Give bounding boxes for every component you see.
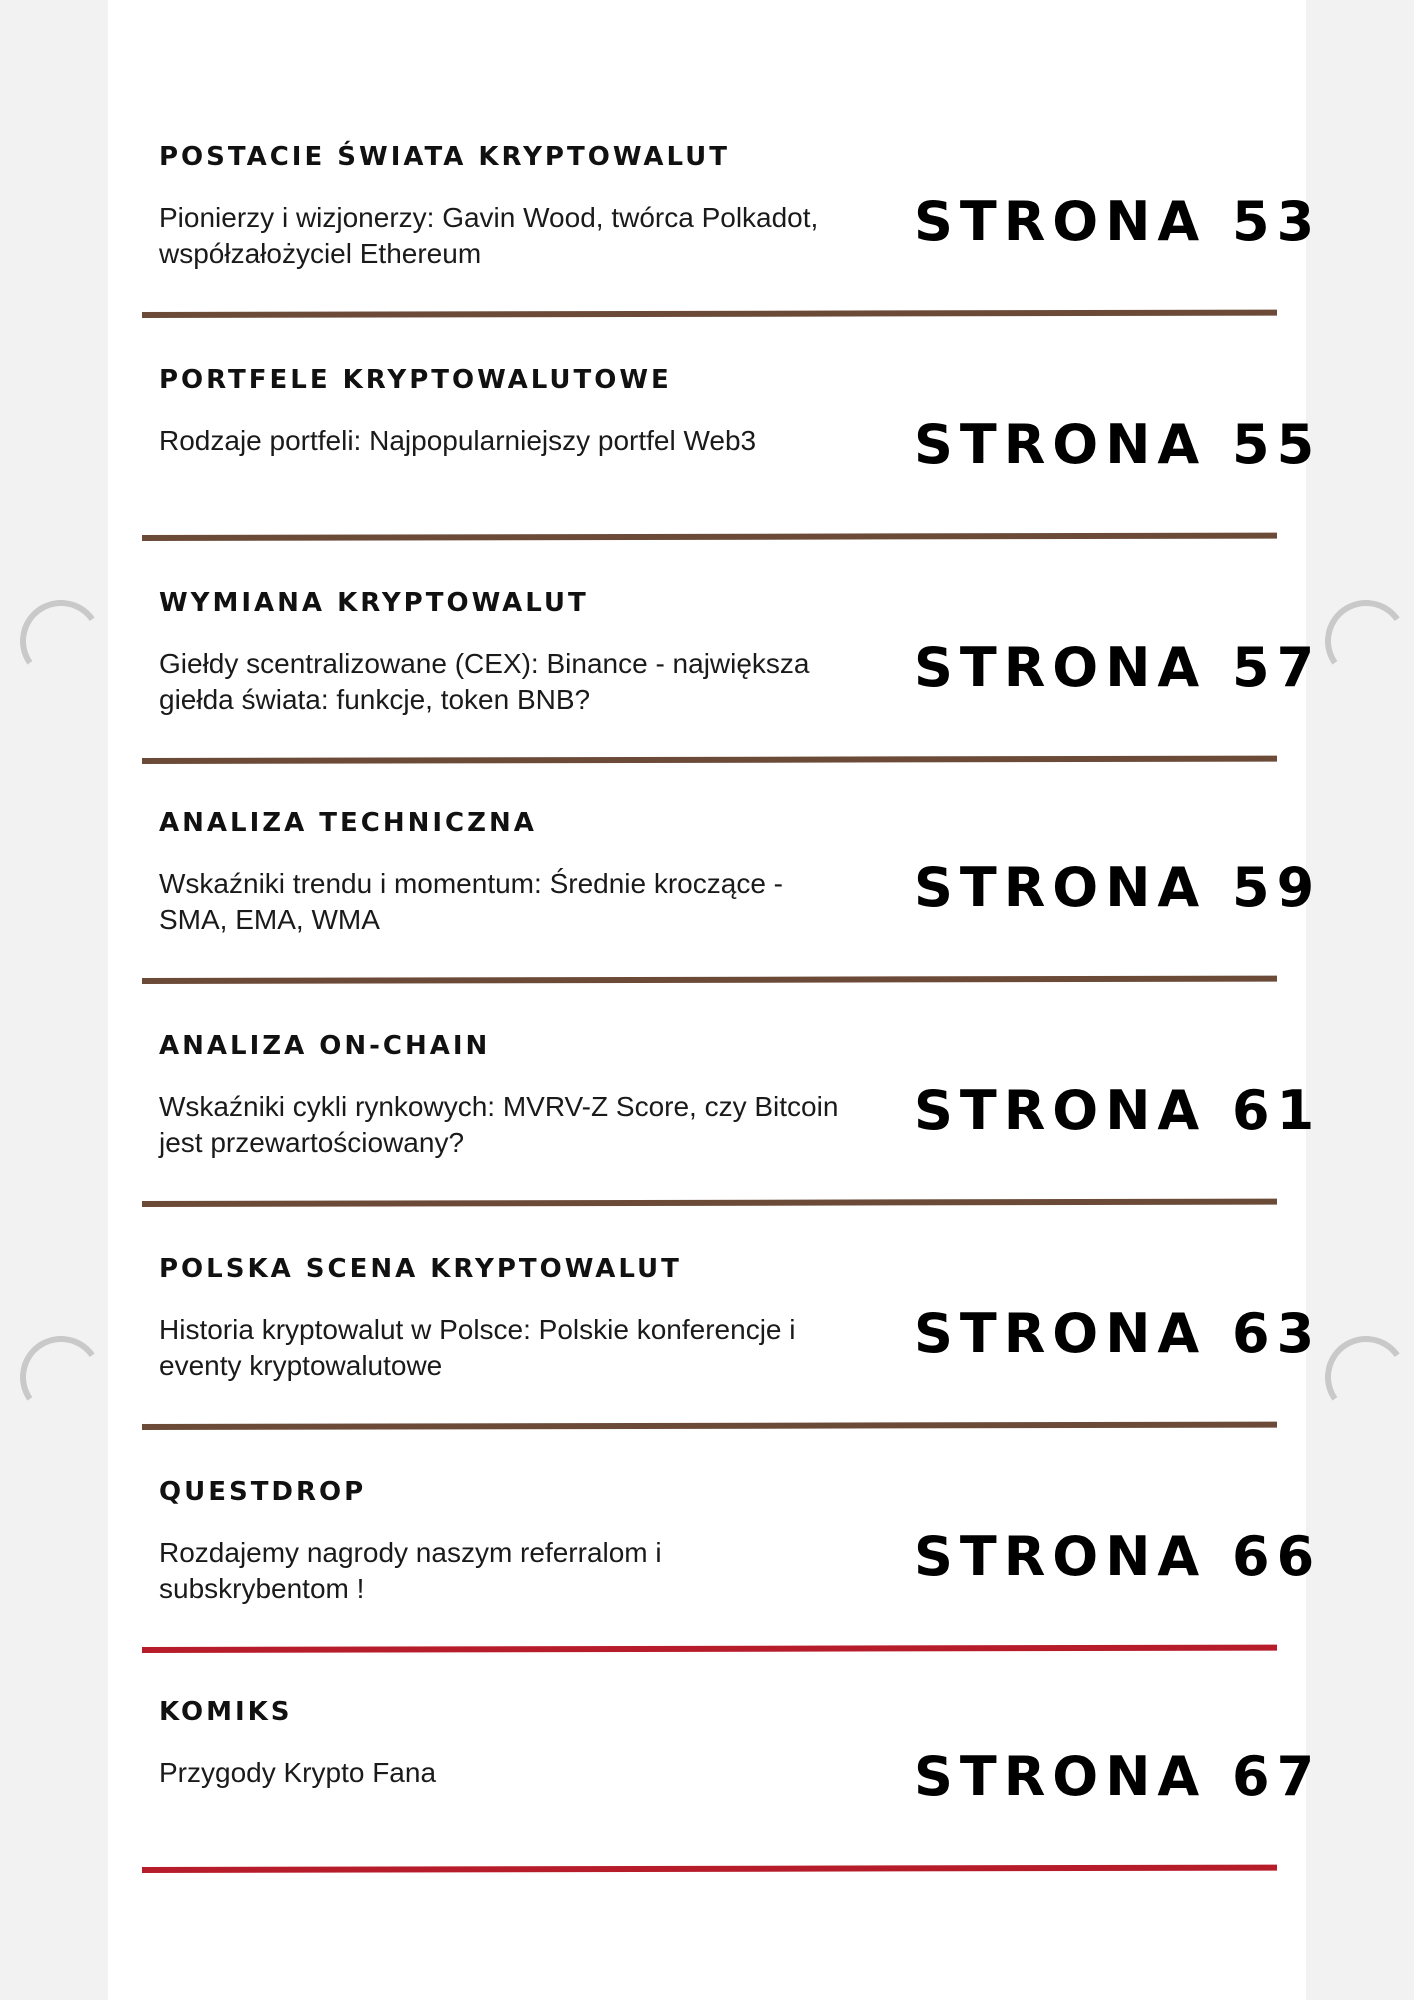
binder-ring-icon: [14, 1330, 109, 1425]
toc-entry-wymiana[interactable]: [142, 588, 1322, 812]
toc-entry-questdrop[interactable]: [142, 1477, 1322, 1701]
section-heading: ANALIZA TECHNICZNA: [159, 808, 537, 838]
page-reference[interactable]: STRONA 61: [914, 1079, 1322, 1142]
divider-rule: [142, 756, 1277, 764]
section-heading: WYMIANA KRYPTOWALUT: [159, 588, 589, 618]
toc-entry-komiks[interactable]: [142, 1697, 1322, 1921]
section-description: Historia kryptowalut w Polsce: Polskie konferencje i eventy kryptowalutowe: [159, 1314, 796, 1381]
section-description: Wskaźniki cykli rynkowych: MVRV-Z Score, czy Bitcoin jest przewartościowany?: [159, 1091, 839, 1158]
binder-ring-icon: [1319, 1330, 1414, 1425]
section-description: Przygody Krypto Fana: [159, 1757, 437, 1788]
divider-rule: [142, 1865, 1277, 1873]
binder-ring-icon: [14, 594, 109, 689]
divider-rule: [142, 1422, 1277, 1430]
section-heading: QUESTDROP: [159, 1477, 367, 1507]
section-description: Rozdajemy nagrody naszym referralom i subskrybentom !: [159, 1537, 662, 1604]
page-reference[interactable]: STRONA 66: [914, 1525, 1322, 1588]
toc-entry-portfele[interactable]: [142, 365, 1322, 589]
section-heading: POSTACIE ŚWIATA KRYPTOWALUT: [159, 142, 730, 172]
divider-rule: [142, 976, 1277, 984]
divider-rule: [142, 1199, 1277, 1207]
page-reference[interactable]: STRONA 55: [914, 413, 1322, 476]
divider-rule: [142, 533, 1277, 541]
section-heading: PORTFELE KRYPTOWALUTOWE: [159, 365, 672, 395]
section-description: Pionierzy i wizjonerzy: Gavin Wood, twórca Polkadot, współzałożyciel Ethereum: [159, 202, 819, 269]
page-reference[interactable]: STRONA 63: [914, 1302, 1322, 1365]
divider-rule: [142, 310, 1277, 318]
section-description: Rodzaje portfeli: Najpopularniejszy portfel Web3: [159, 425, 757, 456]
section-heading: ANALIZA ON-CHAIN: [159, 1031, 491, 1061]
section-description: Giełdy scentralizowane (CEX): Binance - największa giełda świata: funkcje, token BNB?: [159, 648, 810, 715]
toc-entry-analiza-techniczna[interactable]: [142, 808, 1322, 1032]
section-heading: KOMIKS: [159, 1697, 293, 1727]
page-reference[interactable]: STRONA 67: [914, 1745, 1322, 1808]
toc-entry-analiza-on-chain[interactable]: [142, 1031, 1322, 1255]
page-reference[interactable]: STRONA 53: [914, 190, 1322, 253]
page-reference[interactable]: STRONA 59: [914, 856, 1322, 919]
page-reference[interactable]: STRONA 57: [914, 636, 1322, 699]
divider-rule: [142, 1645, 1277, 1653]
section-heading: POLSKA SCENA KRYPTOWALUT: [159, 1254, 682, 1284]
toc-entry-postacie[interactable]: [142, 142, 1322, 366]
binder-ring-icon: [1319, 594, 1414, 689]
section-description: Wskaźniki trendu i momentum: Średnie kroczące - SMA, EMA, WMA: [159, 868, 783, 935]
toc-entry-polska-scena[interactable]: [142, 1254, 1322, 1478]
